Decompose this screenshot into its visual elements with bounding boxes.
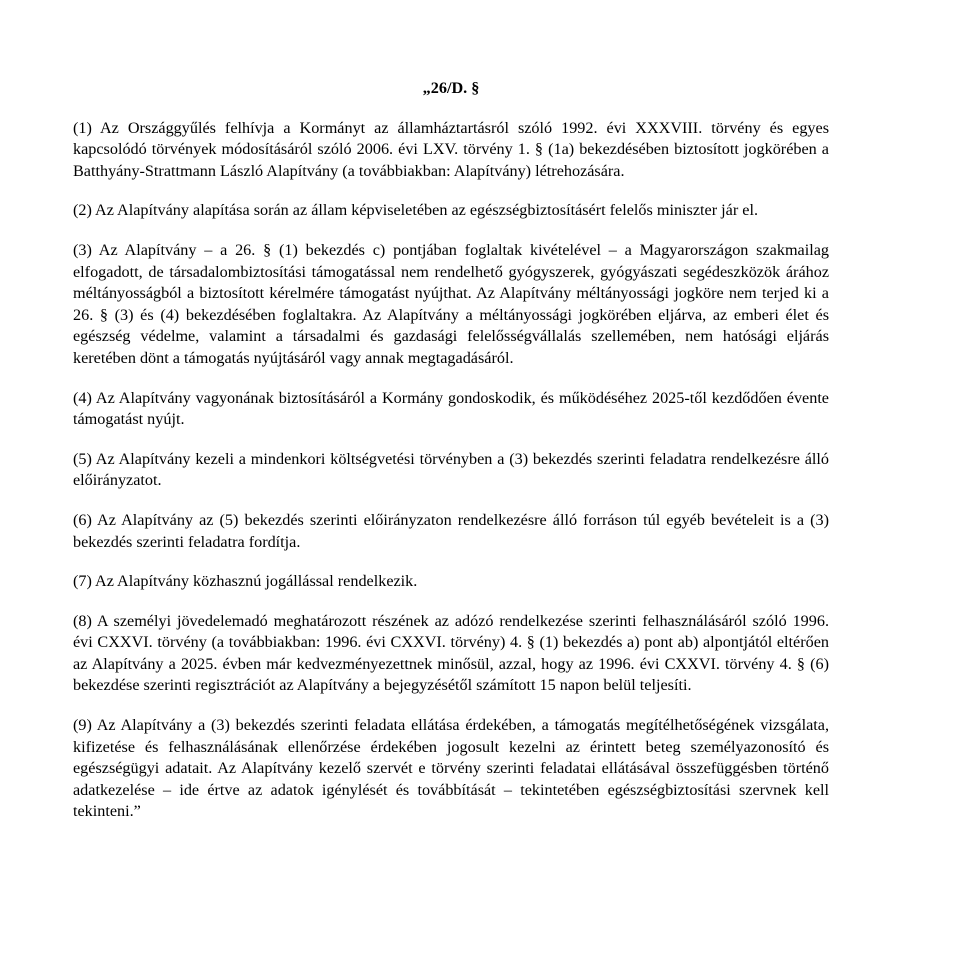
- paragraph-7: (7) Az Alapítvány közhasznú jogállással rendelkezik.: [73, 572, 418, 591]
- document-page: [73, 78, 829, 823]
- section-title: „26/D. §: [422, 79, 480, 97]
- paragraph-9: (9) Az Alapítvány a (3) bekezdés szerinti feladata ellátása érdekében, a támogatás megítélhetőségének vizsgálata, kifizetése és felhasználásának ellenőrzése érdekében jogosult kezelni az érintett beteg személyazonosító és egészségügyi adatait. Az Alapítvány kezelő szervét e törvény szerinti feladatai ellátásával összefüggésben történő adatkezelése – ide értve az adatok igénylését és továbbítását – tekintetében egészségbiztosítási szervnek kell tekinteni.”: [73, 716, 829, 821]
- paragraph-2: (2) Az Alapítvány alapítása során az állam képviseletében az egészségbiztosításért felelős miniszter jár el.: [73, 201, 758, 220]
- paragraph-8: (8) A személyi jövedelemadó meghatározott részének az adózó rendelkezése szerinti felhasználásáról szóló 1996. évi CXXVI. törvény (a továbbiakban: 1996. évi CXXVI. törvény) 4. § (1) bekezdés a) pont ab) alpontjától eltérően az Alapítvány a 2025. évben már kedvezményezettnek minősül, azzal, hogy az 1996. évi CXXVI. törvény 4. § (6) bekezdése szerinti regisztrációt az Alapítvány a bejegyzésétől számított 15 napon belül teljesíti.: [73, 611, 829, 695]
- paragraph-3: (3) Az Alapítvány – a 26. § (1) bekezdés c) pontjában foglaltak kivételével – a Magyarországon szakmailag elfogadott, de társadalombiztosítási támogatással nem rendelhető gyógyszerek, gyógyászati segédeszközök árához méltányosságból a biztosított kérelmére támogatást nyújthat. Az Alapítvány méltányossági jogköre nem terjed ki a 26. § (3) és (4) bekezdésében foglaltakra. Az Alapítvány a méltányossági jogkörében eljárva, az emberi élet és egészség védelme, valamint a társadalmi és gazdasági felelősségvállalás szellemében, nem hatósági eljárás keretében dönt a támogatás nyújtásáról vagy annak megtagadásáról.: [73, 240, 829, 367]
- paragraph-6: (6) Az Alapítvány az (5) bekezdés szerinti előirányzaton rendelkezésre álló forráson túl egyéb bevételeit is a (3) bekezdés szerinti feladatra fordítja.: [73, 510, 829, 551]
- paragraph-1: (1) Az Országgyűlés felhívja a Kormányt az államháztartásról szóló 1992. évi XXXVIII. törvény és egyes kapcsolódó törvények módosításáról szóló 2006. évi LXV. törvény 1. § (1a) bekezdésében biztosított jogkörében a Batthyány-Strattmann László Alapítvány (a továbbiakban: Alapítvány) létrehozására.: [73, 118, 829, 180]
- paragraph-5: (5) Az Alapítvány kezeli a mindenkori költségvetési törvényben a (3) bekezdés szerinti feladatra rendelkezésre álló előirányzatot.: [73, 449, 829, 490]
- paragraph-4: (4) Az Alapítvány vagyonának biztosításáról a Kormány gondoskodik, és működéséhez 2025-től kezdődően évente támogatást nyújt.: [73, 388, 829, 429]
